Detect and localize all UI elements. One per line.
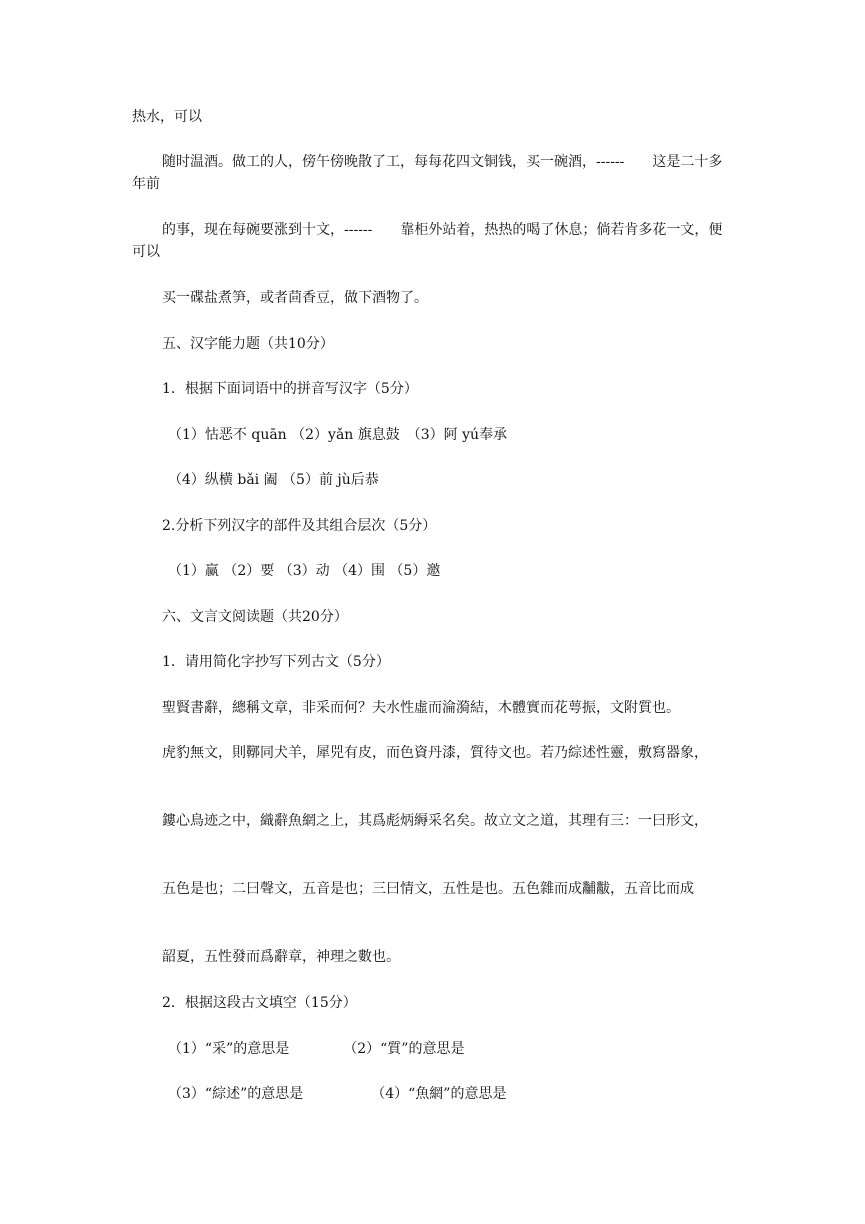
- fill-blank-item: （4）“魚網”的意思是: [371, 1086, 507, 1102]
- section-heading: 六、文言文阅读题（共20分）: [162, 609, 348, 625]
- question-heading: 2．根据这段古文填空（15分）: [162, 995, 357, 1011]
- fill-blank-row: [132, 1038, 736, 1060]
- fill-blank-item: （2）“質”的意思是: [343, 1041, 465, 1057]
- text-line: 随时温酒。做工的人，傍午傍晚散了工，每每花四文铜钱，买一碗酒，------ 这是二十多年前: [132, 154, 723, 192]
- fill-blank-row: [132, 1083, 736, 1105]
- text-line: 的事，现在每碗要涨到十文，------ 靠柜外站着，热热的喝了休息；倘若肯多花一文，便可以: [132, 222, 723, 260]
- section-heading: 五、汉字能力题（共10分）: [162, 336, 334, 352]
- text-line: 热水，可以: [132, 109, 202, 125]
- classical-text-line: 虎豹無文，則鞹同犬羊，犀兕有皮，而色資丹漆，質待文也。若乃綜述性靈，敷寫器象，: [162, 745, 708, 761]
- question-heading: 1．请用简化字抄写下列古文（5分）: [162, 654, 390, 670]
- fill-blank-item: （1）“采”的意思是: [168, 1041, 290, 1057]
- classical-text-line: 韶夏，五性發而爲辭章，神理之數也。: [162, 949, 400, 965]
- question-item: （1）怙恶不 quān （2）yǎn 旗息鼓 （3）阿 yú奉承: [168, 427, 508, 443]
- fill-blank-item: （3）“綜述”的意思是: [168, 1086, 304, 1102]
- classical-text-line: 聖賢書辭，總稱文章，非采而何？夫水性虛而淪漪結，木體實而花萼振，文附質也。: [162, 700, 680, 716]
- classical-text-line: 五色是也；二曰聲文，五音是也；三曰情文，五性是也。五色雜而成黼黻，五音比而成: [162, 881, 694, 897]
- question-item: （4）纵横 bǎi 阖 （5）前 jù后恭: [168, 472, 379, 488]
- question-heading: 2.分析下列汉字的部件及其组合层次（5分）: [162, 518, 437, 534]
- text-line: 买一碟盐煮笋，或者茴香豆，做下酒物了。: [162, 290, 428, 306]
- classical-text-line: 鏤心鳥迹之中，織辭魚網之上，其爲彪炳縟采名矣。故立文之道，其理有三：一曰形文，: [162, 813, 708, 829]
- question-heading: 1．根据下面词语中的拼音写汉字（5分）: [162, 381, 418, 397]
- question-item: （1）赢 （2）要 （3）动 （4）围 （5）邀: [168, 563, 441, 579]
